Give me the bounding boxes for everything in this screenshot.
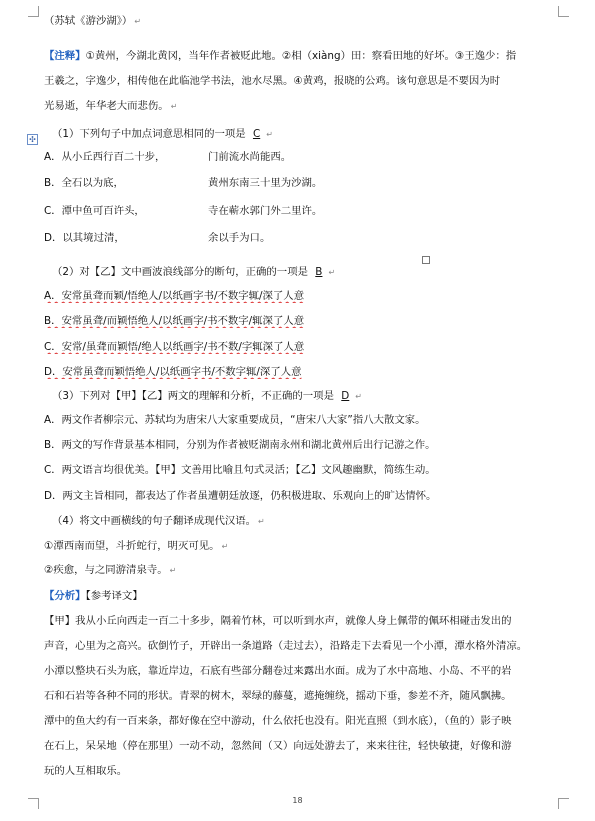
q3-option-a: A．两文作者柳宗元、苏轼均为唐宋八大家重要成员，“唐宋八大家”指八大散文家。 [44,414,426,426]
q1-option-d: D．以其境过清， [44,232,125,244]
note-line-3: 光易逝，年华老大而悲伤。 ↵ [44,100,178,112]
q1-option-c: C．潭中鱼可百许头， [44,205,145,217]
crop-mark-top-right [558,6,569,17]
q3-option-d: D．两文主旨相同，都表达了作者虽遭朝廷放逐，仍积极进取、乐观向上的旷达情怀。 [44,490,437,502]
q1-option-d-2: 余以手为口。 [208,232,271,244]
q1-option-b-2: 黄州东南三十里为沙湖。 [208,177,323,189]
translation-line-3: 小潭以整块石头为底，靠近岸边，石底有些部分翻卷过来露出水面。成为了水中高地、小岛、不平的岩 [44,665,512,677]
q2-option-c: C．安常/虽聋而颖悟/绝人以纸画字/书不数/字辄深了人意 [44,341,305,353]
q4-sentence-1: ①潭西南而望，斗折蛇行，明灭可见。 ↵ [44,540,229,552]
q3-option-b: B．两文的写作背景基本相同，分别为作者被贬湖南永州和湖北黄州后出行记游之作。 [44,439,436,451]
question-3: （3）下列对【甲】【乙】两文的理解和分析，不正确的一项是 D ↵ [52,390,362,402]
question-2: （2）对【乙】文中画波浪线部分的断句，正确的一项是 B ↵ [52,266,336,278]
translation-line-7: 玩的人互相取乐。 [44,765,128,777]
q1-option-a-2: 门前流水尚能西。 [208,151,292,163]
translation-line-5: 潭中的鱼大约有一百来条，都好像在空中游动，什么依托也没有。阳光直照（到水底），（鱼的）影子映 [44,715,512,727]
q1-option-c-2: 寺在蕲水郭门外二里许。 [208,205,323,217]
note-line-2: 王羲之，字逸少，相传他在此临池学书法，池水尽黑。④黄鸡，报晓的公鸡。该句意思是不要因为时 [44,75,501,87]
translation-line-6: 在石上，呆呆地（停在那里）一动不动，忽然间（又）向远处游去了，来来往往，轻快敏捷，好像和游 [44,740,512,752]
translation-line-1: 【甲】我从小丘向西走一百二十多步，隔着竹林，可以听到水声，就像人身上佩带的佩环相碰击发出的 [44,615,512,627]
q2-option-d: D．安常虽聋而颖悟绝人/以纸画字书/不数字辄/深了人意 [44,366,302,378]
crop-mark-top-left [28,6,39,17]
analysis-heading: 【分析】【参考译文】 [44,590,143,602]
translation-line-2: 声音，心里为之高兴。砍倒竹子，开辟出一条道路（走过去），沿路走下去看见一个小潭，潭水格外清凉。 [44,640,528,652]
q1-option-a: A．从小丘西行百二十步， [44,151,166,163]
q2-option-b: B．安常虽聋/而颖悟绝人/以纸画字/书不数字/辄深了人意 [44,315,305,327]
q2-option-a: A．安常虽聋而颖/悟绝人/以纸画字书/不数字辄/深了人意 [44,290,305,302]
q1-option-b: B．全石以为底， [44,177,124,189]
q4-sentence-2: ②疾愈，与之同游清泉寺。 ↵ [44,564,177,576]
source-line: （苏轼《游沙湖》） ↵ [44,15,142,27]
small-square-marker [422,256,430,264]
q3-option-c: C．两文语言均很优美。【甲】文善用比喻且句式灵活；【乙】文风趣幽默，简练生动。 [44,464,436,476]
table-move-handle-icon[interactable]: ✣ [27,134,38,145]
translation-line-4: 石和石岩等各种不同的形状。青翠的树木，翠绿的藤蔓，遮掩缠绕，摇动下垂，参差不齐，随风飘拂。 [44,690,512,702]
question-4: （4）将文中画横线的句子翻译成现代汉语。 ↵ [52,515,265,527]
note-line-1: 【注释】①黄州，今湖北黄冈，当年作者被贬此地。②相（xiàng）田：察看田地的好坏。③王逸少：指 [44,50,517,62]
page-number: 18 [292,796,303,805]
question-1: （1）下列句子中加点词意思相同的一项是 C ↵ [52,128,273,140]
